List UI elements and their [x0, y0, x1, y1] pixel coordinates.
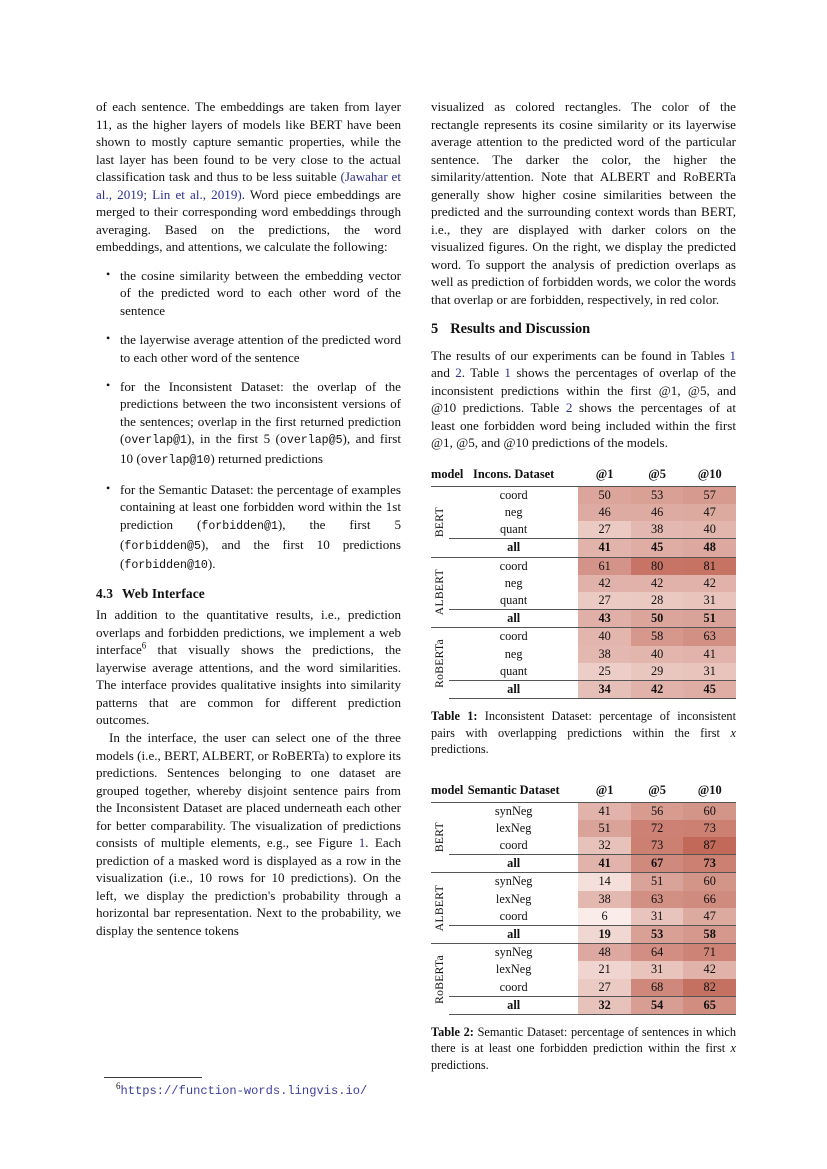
- table-1-cell: 41: [578, 539, 631, 557]
- footnote-marker-6[interactable]: 6: [141, 640, 147, 651]
- table-1-header-at5: @5: [648, 466, 666, 481]
- table-1-cell: 38: [578, 646, 631, 663]
- table-1-row: [431, 486, 736, 504]
- table-1-cell: 57: [683, 486, 736, 504]
- table-1-row: [431, 521, 736, 539]
- section-heading-results-and-discussion: [431, 321, 736, 338]
- right-para2-b: and: [431, 365, 456, 381]
- table-2-category-coord: coord: [449, 908, 578, 926]
- table-2-cell: 66: [683, 891, 736, 908]
- table-1-model-label-bert: BERT: [433, 506, 447, 537]
- list-item-inconsistent-overlap: [118, 378, 401, 470]
- table-2-category-all: all: [507, 856, 521, 871]
- table-1-cell: 41: [683, 646, 736, 663]
- table-1-row: [431, 681, 736, 699]
- table-1-category-neg: neg: [504, 505, 523, 520]
- bullet-4-pre: for the Semantic Dataset: the percentage of examples containing at least one forbidden word within the 1st prediction (: [120, 481, 401, 532]
- table-1-cell: 42: [683, 575, 736, 592]
- table-2-row: [431, 820, 736, 837]
- table-2-cell: 72: [631, 820, 684, 837]
- section-number: 5: [431, 320, 439, 337]
- table-2-reference-a[interactable]: 2: [455, 365, 462, 381]
- table-1-cell: 48: [683, 539, 736, 557]
- code-overlap-at-5: overlap@5: [279, 434, 343, 448]
- table-1-row: [431, 575, 736, 592]
- code-overlap-at-1: overlap@1: [124, 434, 187, 448]
- table-1-header-row: [431, 466, 736, 487]
- bullet-1-text: the cosine similarity between the embedding vector of the predicted word to each other word of the sentence: [120, 267, 401, 319]
- table-1-cell: 45: [683, 681, 736, 699]
- table-1-cell: 53: [631, 486, 684, 504]
- left-para3-a: In the interface, the user can select one of the three models (i.e., BERT, ALBERT, or RoBERTa) to explore its predictions. Sentences belonging to one dataset are grouped together, whereby disjoint sentence pairs from the Inconsistent Dataset are placed underneath each other for better comparability. The visualization of predictions consists of multiple elements, e.g., see Figure: [96, 729, 401, 851]
- table-2-cell: 32: [578, 996, 631, 1014]
- left-paragraph-1: [96, 98, 401, 256]
- table-2-row: [431, 802, 736, 820]
- table-1-category-coord: coord: [499, 487, 528, 502]
- table-2-category-coord: coord: [449, 979, 578, 997]
- table-2-cell: 68: [631, 979, 684, 997]
- table-1-header-dataset: Incons. Dataset: [473, 466, 555, 481]
- right-para2-c: . Table: [461, 365, 505, 381]
- table-2-cell: 31: [631, 908, 684, 926]
- table-2-caption-a: Semantic Dataset: percentage of sentences in which there is at least one forbidden prediction within the first: [431, 1024, 736, 1056]
- table-2-row: [431, 837, 736, 855]
- table-2-cell: 53: [631, 925, 684, 943]
- table-2-cell: 67: [631, 855, 684, 873]
- table-1-cell: 38: [631, 521, 684, 539]
- table-2-cell: 73: [683, 820, 736, 837]
- calculation-bullet-list: [96, 267, 401, 575]
- table-2-cell: 56: [631, 802, 684, 820]
- table-1-cell: 40: [683, 521, 736, 539]
- table-2-row: [431, 996, 736, 1014]
- table-1-cell: 43: [578, 610, 631, 628]
- table-2-cell: 32: [578, 837, 631, 855]
- citation-jawahar-lin[interactable]: (Jawahar et al., 2019; Lin et al., 2019): [96, 169, 401, 202]
- table-1-cell: 63: [683, 628, 736, 646]
- table-2-cell: 31: [631, 961, 684, 978]
- table-1-cell: 27: [578, 521, 631, 539]
- table-2-cell: 41: [578, 855, 631, 873]
- left-para2-a: In addition to the quantitative results, i.e., prediction overlaps and forbidden predictions, we implement a web interface: [96, 607, 401, 658]
- table-1-cell: 31: [683, 663, 736, 681]
- table-1-cell: 27: [578, 592, 631, 610]
- table-2-category-synneg: synNeg: [494, 874, 533, 889]
- table-2-cell: 82: [683, 979, 736, 997]
- table-1-row: [431, 539, 736, 557]
- right-para2-e: shows the percentages of at least one forbidden word being included within the first @1, @5, and @10 predictions of the models.: [431, 400, 736, 451]
- table-2-block: [431, 782, 736, 1074]
- table-1-cell: 42: [578, 575, 631, 592]
- table-1-cell: 81: [683, 557, 736, 575]
- table-1-cell: 50: [631, 610, 684, 628]
- list-item-cosine-similarity: [118, 267, 401, 320]
- table-1-cell: 42: [631, 575, 684, 592]
- table-2-model-label-roberta: RoBERTa: [433, 954, 447, 1004]
- table-2-row: [431, 855, 736, 873]
- table-1-row: [431, 610, 736, 628]
- bullet-2-text: the layerwise average attention of the predicted word to each other word of the sentence: [120, 332, 401, 365]
- table-1-category-all: all: [507, 611, 521, 626]
- table-1-cell: 61: [578, 557, 631, 575]
- table-2-row: [431, 873, 736, 891]
- right-column: [431, 98, 736, 1098]
- table-2-cell: 51: [631, 873, 684, 891]
- table-2-row: [431, 944, 736, 962]
- table-2-cell: 65: [683, 996, 736, 1014]
- table-1-header-model: model: [431, 466, 464, 481]
- table-1-row: [431, 504, 736, 521]
- table-1-cell: 40: [578, 628, 631, 646]
- table-2-cell: 6: [578, 908, 631, 926]
- table-1-cell: 25: [578, 663, 631, 681]
- table-1-inconsistent-dataset: [431, 466, 736, 699]
- table-1-caption: [431, 708, 736, 757]
- table-1-cell: 40: [631, 646, 684, 663]
- table-2-cell: 73: [631, 837, 684, 855]
- table-2-cell: 54: [631, 996, 684, 1014]
- right-para2-a: The results of our experiments can be found in Tables: [431, 347, 730, 363]
- table-2-header-at1: @1: [595, 782, 614, 797]
- code-forbidden-at-5: forbidden@5: [124, 539, 201, 553]
- table-1-category-neg: neg: [504, 575, 523, 590]
- subsection-number: 4.3: [96, 586, 114, 602]
- table-2-cell: 51: [578, 820, 631, 837]
- table-2-row: [431, 925, 736, 943]
- left-paragraph-3: [96, 729, 401, 940]
- right-para2-d: shows the percentages of overlap of the inconsistent predictions within the first @1, @5, and @10 predictions. Table: [431, 365, 736, 416]
- table-2-cell: 73: [683, 855, 736, 873]
- table-2-cell: 48: [578, 944, 631, 962]
- table-2-header-at10: @10: [697, 782, 722, 797]
- table-1-reference-b[interactable]: 1: [504, 365, 511, 381]
- left-para1-cont: . Word piece embeddings are merged to their corresponding word embeddings through averaging. Based on the predictions, the word embeddings, and attentions, we calculate the following:: [96, 186, 401, 255]
- table-2-caption-italic-x: x: [730, 1041, 736, 1056]
- bullet-4-post: ).: [207, 556, 216, 572]
- table-1-header-at10: @10: [697, 466, 722, 481]
- table-1-cell: 34: [578, 681, 631, 699]
- table-2-header-model: model: [431, 782, 464, 797]
- table-2-row: [431, 979, 736, 997]
- table-2-cell: 58: [683, 925, 736, 943]
- section-title: Results and Discussion: [450, 320, 591, 337]
- code-forbidden-at-1: forbidden@1: [201, 519, 278, 533]
- table-1-model-label-albert: ALBERT: [433, 569, 447, 616]
- bullet-3-mid2: ), and first 10 (: [120, 431, 401, 466]
- table-1-category-quant: quant: [449, 663, 578, 681]
- table-1-row: [431, 557, 736, 575]
- table-2-cell: 14: [578, 873, 631, 891]
- left-paragraph-2: [96, 606, 401, 729]
- table-2-caption-label: Table 2:: [431, 1024, 474, 1039]
- subsection-title: Web Interface: [122, 586, 205, 602]
- table-1-cell: 46: [578, 504, 631, 521]
- two-column-layout: [96, 98, 736, 1098]
- table-2-cell: 21: [578, 961, 631, 978]
- bullet-3-mid1: ), in the first 5 (: [187, 431, 280, 447]
- table-2-cell: 38: [578, 891, 631, 908]
- table-2-header-row: [431, 782, 736, 803]
- table-2-category-lexneg: lexNeg: [495, 962, 532, 977]
- table-2-row: [431, 891, 736, 908]
- footnote-block: [96, 1077, 401, 1098]
- table-1-category-all: all: [507, 540, 521, 555]
- table-1-category-quant: quant: [449, 521, 578, 539]
- table-1-category-coord: coord: [499, 558, 528, 573]
- table-2-cell: 71: [683, 944, 736, 962]
- table-2-semantic-dataset: [431, 782, 736, 1015]
- subsection-heading-web-interface: [96, 586, 401, 602]
- table-2-reference-b[interactable]: 2: [565, 400, 573, 416]
- figure-1-reference[interactable]: 1: [358, 835, 366, 851]
- bullet-3-pre: for the Inconsistent Dataset: the overlap of the predictions between the two inconsistent versions of the sentences; overlap in the first returned prediction (: [120, 378, 401, 447]
- left-column: [96, 98, 401, 1098]
- table-1-row: [431, 592, 736, 610]
- table-2-row: [431, 961, 736, 978]
- table-1-row: [431, 663, 736, 681]
- table-2-category-synneg: synNeg: [494, 945, 533, 960]
- table-1-cell: 58: [631, 628, 684, 646]
- table-2-category-lexneg: lexNeg: [495, 891, 532, 906]
- right-paragraph-2: [431, 347, 736, 452]
- table-2-cell: 64: [631, 944, 684, 962]
- table-1-cell: 31: [683, 592, 736, 610]
- list-item-layerwise-attention: [118, 331, 401, 366]
- table-1-category-neg: neg: [504, 646, 523, 661]
- table-2-category-synneg: synNeg: [494, 803, 533, 818]
- list-item-semantic-forbidden: [118, 481, 401, 575]
- table-2-category-lexneg: lexNeg: [495, 820, 532, 835]
- table-2-cell: 60: [683, 802, 736, 820]
- table-2-cell: 19: [578, 925, 631, 943]
- code-overlap-at-10: overlap@10: [140, 453, 211, 467]
- table-1-caption-b: predictions.: [431, 742, 489, 757]
- table-2-model-label-bert: BERT: [433, 822, 447, 853]
- table-1-caption-a: Inconsistent Dataset: percentage of inconsistent pairs with overlapping predictions within the first: [431, 709, 736, 740]
- footnote-divider: [104, 1077, 202, 1078]
- table-2-cell: 63: [631, 891, 684, 908]
- table-1-cell: 80: [631, 557, 684, 575]
- table-1-category-all: all: [449, 681, 578, 699]
- left-para3-b: . Each prediction of a masked word is displayed as a row in the visualization (i.e., 10 rows for 10 predictions). On the left, we display the prediction's probability through a horizontal bar representation. Next to the probability, we display the sentence tokens: [96, 835, 402, 938]
- table-2-category-all: all: [449, 996, 578, 1014]
- table-2-model-label-albert: ALBERT: [433, 885, 447, 932]
- table-1-cell: 51: [683, 610, 736, 628]
- bullet-4-mid2: ), and the first 10 predictions (: [120, 536, 401, 572]
- table-1-cell: 29: [631, 663, 684, 681]
- table-1-reference-a[interactable]: 1: [729, 347, 736, 363]
- table-1-caption-italic-x: x: [730, 725, 736, 740]
- table-2-header-at5: @5: [648, 782, 666, 797]
- table-2-header-dataset: Semantic Dataset: [467, 782, 560, 797]
- table-2-category-coord: coord: [449, 837, 578, 855]
- table-1-model-label-roberta: RoBERTa: [433, 639, 447, 689]
- table-1-cell: 45: [631, 539, 684, 557]
- table-2-cell: 47: [683, 908, 736, 926]
- footnote-number: 6: [116, 1081, 121, 1091]
- table-2-cell: 87: [683, 837, 736, 855]
- bullet-3-post: ) returned predictions: [210, 450, 324, 466]
- table-1-row: [431, 628, 736, 646]
- table-1-cell: 42: [631, 681, 684, 699]
- table-1-block: [431, 466, 736, 758]
- footnote-content: [96, 1083, 401, 1098]
- table-1-caption-label: Table 1:: [431, 709, 478, 724]
- bullet-4-mid1: ), the first 5 (: [120, 516, 402, 552]
- table-1-row: [431, 646, 736, 663]
- table-1-cell: 28: [631, 592, 684, 610]
- left-para2-b: that visually shows the predictions, the layerwise average attentions, and the word similarities. The interface provides qualitative insights into similarity patterns that are common for different prediction outcomes.: [96, 642, 401, 728]
- table-2-category-all: all: [507, 926, 521, 941]
- table-2-cell: 60: [683, 873, 736, 891]
- table-1-cell: 50: [578, 486, 631, 504]
- table-1-category-coord: coord: [499, 629, 528, 644]
- right-paragraph-1: visualized as colored rectangles. The color of the rectangle represents its cosine similarity or its layerwise average attention to the predicted word of the particular sentence. The darker the color, the higher the similarity/attention. Note that ALBERT and RoBERTa generally show higher cosine similarities between the predicted and the surrounding context words than BERT, i.e., they are displayed with darker colors on the visualized figures. On the right, we display the predicted word. To support the analysis of prediction overlaps as well as prediction of forbidden words, we color the words that overlap or are forbidden, respectively, in red color.: [431, 99, 736, 308]
- code-forbidden-at-10: forbidden@10: [124, 559, 208, 573]
- table-2-row: [431, 908, 736, 926]
- table-2-cell: 27: [578, 979, 631, 997]
- table-1-cell: 46: [631, 504, 684, 521]
- table-1-cell: 47: [683, 504, 736, 521]
- table-1-header-at1: @1: [595, 466, 614, 481]
- footnote-url-link[interactable]: https://function-words.lingvis.io/: [120, 1084, 368, 1098]
- table-2-caption-b: predictions.: [431, 1057, 489, 1072]
- left-para1-text: of each sentence. The embeddings are taken from layer 11, as the higher layers of models like BERT have been shown to mostly capture semantic properties, while the last layer has been found to be very close to the actual classification task and thus to be less suitable: [96, 99, 401, 185]
- table-2-cell: 41: [578, 802, 631, 820]
- table-1-category-quant: quant: [449, 592, 578, 610]
- table-2-cell: 42: [683, 961, 736, 978]
- table-2-caption: [431, 1024, 736, 1073]
